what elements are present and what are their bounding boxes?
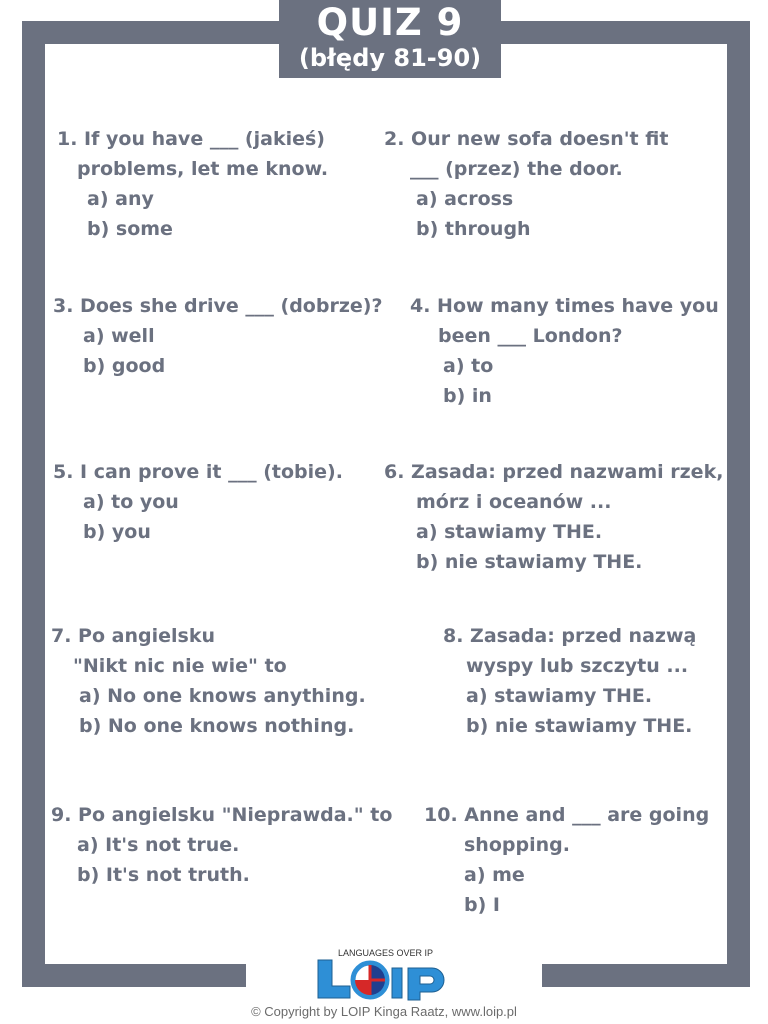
question-text: 1. If you have ___ (jakieś) (57, 128, 325, 150)
question-4 (410, 291, 719, 411)
answer-option[interactable]: a) me (464, 864, 525, 886)
loip-logo (312, 942, 472, 1006)
logo-letter-p (408, 968, 444, 1000)
answer-option[interactable]: b) It's not truth. (77, 864, 250, 886)
answer-option[interactable]: b) No one knows nothing. (79, 715, 355, 737)
page-title: QUIZ 9 (316, 1, 464, 44)
question-text: wyspy lub szczytu ... (466, 655, 689, 677)
question-7 (51, 621, 366, 741)
question-8 (443, 621, 696, 741)
answer-option[interactable]: b) I (464, 894, 500, 916)
question-text: been ___ London? (438, 325, 623, 347)
answer-option[interactable]: b) nie stawiamy THE. (466, 715, 693, 737)
answer-option[interactable]: b) nie stawiamy THE. (416, 551, 643, 573)
answer-option[interactable]: a) across (416, 188, 514, 210)
question-3 (53, 291, 382, 381)
question-text: 7. Po angielsku (51, 625, 215, 647)
answer-option[interactable]: a) any (87, 188, 154, 210)
answer-option[interactable]: a) stawiamy THE. (466, 685, 653, 707)
answer-option[interactable]: a) No one knows anything. (79, 685, 366, 707)
question-text: 2. Our new sofa doesn't fit (384, 128, 669, 150)
answer-option[interactable]: b) some (87, 218, 173, 240)
copyright-notice: © Copyright by LOIP Kinga Raatz, www.loip.pl (251, 1004, 517, 1019)
flag-circle-icon (353, 963, 387, 997)
loip-logo-graphic (312, 942, 472, 1006)
answer-option[interactable]: b) through (416, 218, 531, 240)
question-5 (53, 457, 343, 547)
question-6 (384, 457, 723, 577)
question-text: mórz i oceanów ... (416, 491, 612, 513)
question-9 (51, 800, 392, 890)
answer-option[interactable]: a) to you (83, 491, 179, 513)
question-text: ___ (przez) the door. (410, 158, 623, 180)
answer-option[interactable]: b) in (443, 385, 492, 407)
question-text: "Nikt nic nie wie" to (73, 655, 287, 677)
answer-option[interactable]: a) to (443, 355, 494, 377)
question-text: 3. Does she drive ___ (dobrze)? (53, 295, 383, 317)
answer-option[interactable]: a) It's not true. (77, 834, 240, 856)
question-10 (424, 800, 709, 920)
answer-option[interactable]: b) you (83, 521, 151, 543)
question-text: 8. Zasada: przed nazwą (443, 625, 697, 647)
question-text: 6. Zasada: przed nazwami rzek, (384, 461, 724, 483)
answer-option[interactable]: a) stawiamy THE. (416, 521, 603, 543)
question-text: problems, let me know. (77, 158, 329, 180)
answer-option[interactable]: a) well (83, 325, 155, 347)
logo-letter-l (318, 960, 350, 998)
question-2 (384, 124, 668, 244)
question-1 (57, 124, 328, 244)
answer-option[interactable]: b) good (83, 355, 166, 377)
question-text: 5. I can prove it ___ (tobie). (53, 461, 343, 483)
page-subtitle: (błędy 81-90) (298, 44, 482, 72)
question-text: shopping. (464, 834, 570, 856)
question-text: 10. Anne and ___ are going (424, 804, 710, 826)
title-banner (279, 0, 501, 78)
logo-letter-i (392, 968, 402, 998)
logo-tagline: LANGUAGES OVER IP (338, 948, 434, 958)
question-text: 9. Po angielsku "Nieprawda." to (51, 804, 393, 826)
question-text: 4. How many times have you (410, 295, 719, 317)
